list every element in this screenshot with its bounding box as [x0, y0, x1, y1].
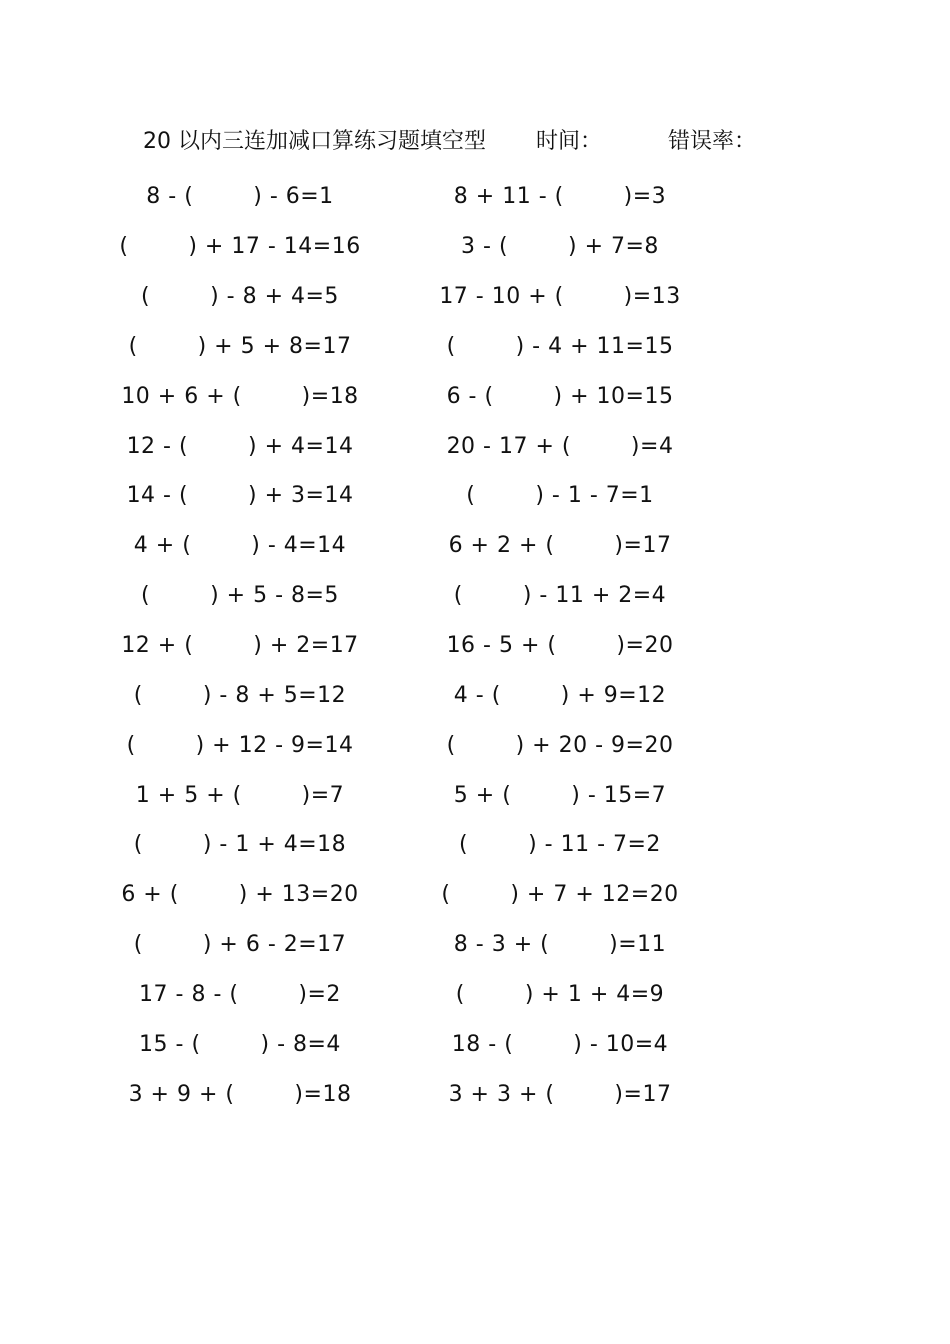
- problem-row: ( ) - 8 + 5=12: [133, 682, 347, 708]
- problem-row: 3 + 9 + ( )=18: [128, 1081, 352, 1107]
- problem-row: 14 - ( ) + 3=14: [126, 483, 354, 509]
- problem-row: ( ) + 12 - 9=14: [126, 732, 354, 758]
- problem-row: ( ) + 20 - 9=20: [446, 732, 674, 758]
- worksheet-header: [143, 126, 783, 158]
- problem-row: 6 + 2 + ( )=17: [448, 533, 672, 559]
- problem-row: 17 - 8 - ( )=2: [139, 981, 341, 1007]
- problem-row: 10 + 6 + ( )=18: [121, 383, 359, 409]
- problem-row: 8 - 3 + ( )=11: [453, 932, 667, 958]
- worksheet-title: 20 以内三连加减口算练习题填空型: [143, 129, 486, 154]
- problem-row: ( ) + 1 + 4=9: [455, 981, 665, 1007]
- problem-row: 8 - ( ) - 6=1: [146, 184, 334, 210]
- problem-row: 17 - 10 + ( )=13: [439, 284, 681, 310]
- problem-row: ( ) - 11 - 7=2: [459, 832, 661, 858]
- problem-row: 6 + ( ) + 13=20: [121, 882, 359, 908]
- problem-row: ( ) + 6 - 2=17: [133, 932, 347, 958]
- problem-row: ( ) + 5 - 8=5: [141, 583, 339, 609]
- problem-row: ( ) + 7 + 12=20: [441, 882, 679, 908]
- left-problem-column: [110, 172, 370, 1119]
- problem-row: 16 - 5 + ( )=20: [446, 633, 674, 659]
- problem-row: ( ) - 11 + 2=4: [453, 583, 667, 609]
- problem-row: ( ) + 17 - 14=16: [119, 234, 361, 260]
- time-label: 时间：: [536, 129, 603, 154]
- problem-row: ( ) - 1 + 4=18: [133, 832, 347, 858]
- problem-row: 1 + 5 + ( )=7: [135, 782, 345, 808]
- problem-row: 18 - ( ) - 10=4: [451, 1031, 669, 1057]
- error-rate-label: 错误率：: [668, 129, 757, 154]
- problem-row: ( ) + 5 + 8=17: [128, 333, 352, 359]
- problem-row: ( ) - 4 + 11=15: [446, 333, 674, 359]
- problem-row: 3 - ( ) + 7=8: [461, 234, 659, 260]
- problem-row: 12 + ( ) + 2=17: [121, 633, 359, 659]
- problem-row: 3 + 3 + ( )=17: [448, 1081, 672, 1107]
- problem-row: 4 - ( ) + 9=12: [453, 682, 667, 708]
- problem-row: 12 - ( ) + 4=14: [126, 433, 354, 459]
- problem-row: 4 + ( ) - 4=14: [133, 533, 347, 559]
- problem-row: 5 + ( ) - 15=7: [453, 782, 667, 808]
- right-problem-column: [430, 172, 690, 1119]
- problem-row: 15 - ( ) - 8=4: [139, 1031, 341, 1057]
- problem-row: ( ) - 1 - 7=1: [466, 483, 654, 509]
- problem-row: 8 + 11 - ( )=3: [453, 184, 667, 210]
- problem-row: 6 - ( ) + 10=15: [446, 383, 674, 409]
- problem-row: ( ) - 8 + 4=5: [141, 284, 339, 310]
- problem-row: 20 - 17 + ( )=4: [446, 433, 674, 459]
